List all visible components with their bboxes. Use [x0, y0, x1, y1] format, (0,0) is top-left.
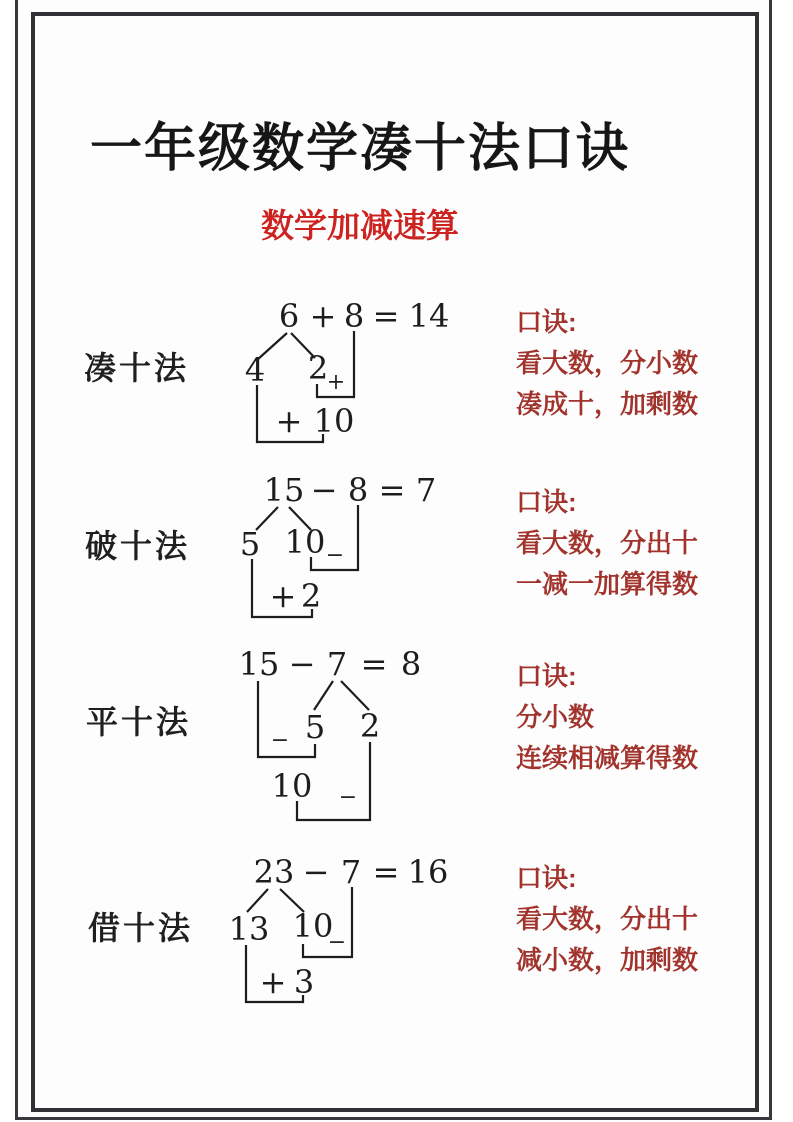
- equation-operand-a: 23: [253, 853, 295, 891]
- equation-result: 16: [407, 853, 449, 891]
- equation-operator: −: [310, 471, 338, 509]
- mnemonic-block-3: [516, 656, 698, 779]
- mnemonic-block-2: [516, 482, 698, 605]
- decompose-right-number: 10: [292, 907, 334, 945]
- bottom-operator: −: [338, 785, 358, 810]
- bottom-operator: +: [259, 963, 287, 1001]
- join-operator: −: [327, 930, 347, 955]
- mnemonic-heading: 口诀:: [516, 487, 577, 517]
- mnemonic-line-1: 分小数: [516, 702, 595, 732]
- decompose-line-right: [341, 681, 369, 710]
- mnemonic-heading: 口诀:: [516, 661, 577, 691]
- page-subtitle: 数学加减速算: [261, 207, 459, 244]
- method-label-ping-shi-fa: 平十法: [86, 704, 192, 740]
- diagram-ping-shi-fa: [228, 645, 478, 835]
- mnemonic-heading: 口诀:: [516, 307, 577, 337]
- method-label-jie-shi-fa: 借十法: [88, 910, 194, 946]
- equation-result: 14: [408, 297, 450, 335]
- equation-operand-a: 6: [278, 297, 300, 335]
- mnemonic-line-1: 看大数，分出十: [516, 904, 699, 934]
- method-label-po-shi-fa: 破十法: [85, 528, 191, 564]
- decompose-line-left: [314, 681, 333, 710]
- equation-operator: +: [309, 297, 337, 335]
- mnemonic-block-1: [516, 302, 698, 425]
- equation-operator: −: [288, 645, 316, 683]
- equation-operand-b: 7: [340, 853, 362, 891]
- decompose-left-number: 5: [239, 525, 261, 563]
- mnemonic-line-2: 凑成十，加剩数: [516, 389, 699, 419]
- bottom-number: 2: [300, 577, 322, 615]
- bottom-number: 10: [313, 402, 355, 440]
- join-operator: −: [270, 728, 290, 753]
- decompose-right-number: 10: [284, 523, 326, 561]
- decompose-left-number: 4: [244, 351, 266, 389]
- mnemonic-heading: 口诀:: [516, 863, 577, 893]
- decompose-line-left: [247, 889, 268, 912]
- diagram-jie-shi-fa: [225, 855, 475, 1015]
- equation-equals: =: [378, 471, 406, 509]
- equation-equals: =: [372, 297, 400, 335]
- mnemonic-line-1: 看大数，分出十: [516, 528, 699, 558]
- mnemonic-line-2: 一减一加算得数: [516, 569, 699, 599]
- equation-operand-a: 15: [238, 645, 280, 683]
- decompose-right-number: 2: [307, 349, 329, 387]
- equation-operand-a: 15: [263, 471, 305, 509]
- decompose-left-number: 13: [228, 910, 270, 948]
- diagram-cou-shi-fa: [230, 293, 475, 455]
- diagram-po-shi-fa: [228, 473, 473, 630]
- equation-equals: =: [372, 853, 400, 891]
- join-operator: −: [325, 543, 345, 568]
- equation-equals: =: [360, 645, 388, 683]
- equation-result: 7: [415, 471, 437, 509]
- equation-result: 8: [400, 645, 422, 683]
- mnemonic-line-1: 看大数，分小数: [516, 348, 699, 378]
- bottom-number: 10: [271, 767, 313, 805]
- equation-operator: −: [302, 853, 330, 891]
- bottom-operator: +: [269, 577, 297, 615]
- equation-operand-b: 7: [326, 645, 348, 683]
- decompose-left-number: 5: [304, 708, 326, 746]
- bottom-number: 3: [293, 963, 315, 1001]
- equation-operand-b: 8: [347, 471, 369, 509]
- page-title: 一年级数学凑十法口诀: [90, 120, 631, 178]
- bottom-operator: +: [275, 402, 303, 440]
- mnemonic-line-2: 连续相减算得数: [516, 743, 699, 773]
- mnemonic-line-2: 减小数，加剩数: [516, 945, 699, 975]
- mnemonic-block-4: [516, 858, 698, 981]
- equation-operand-b: 8: [343, 297, 365, 335]
- join-operator: +: [326, 370, 346, 395]
- decompose-right-number: 2: [359, 707, 381, 745]
- method-label-cou-shi-fa: 凑十法: [84, 350, 190, 386]
